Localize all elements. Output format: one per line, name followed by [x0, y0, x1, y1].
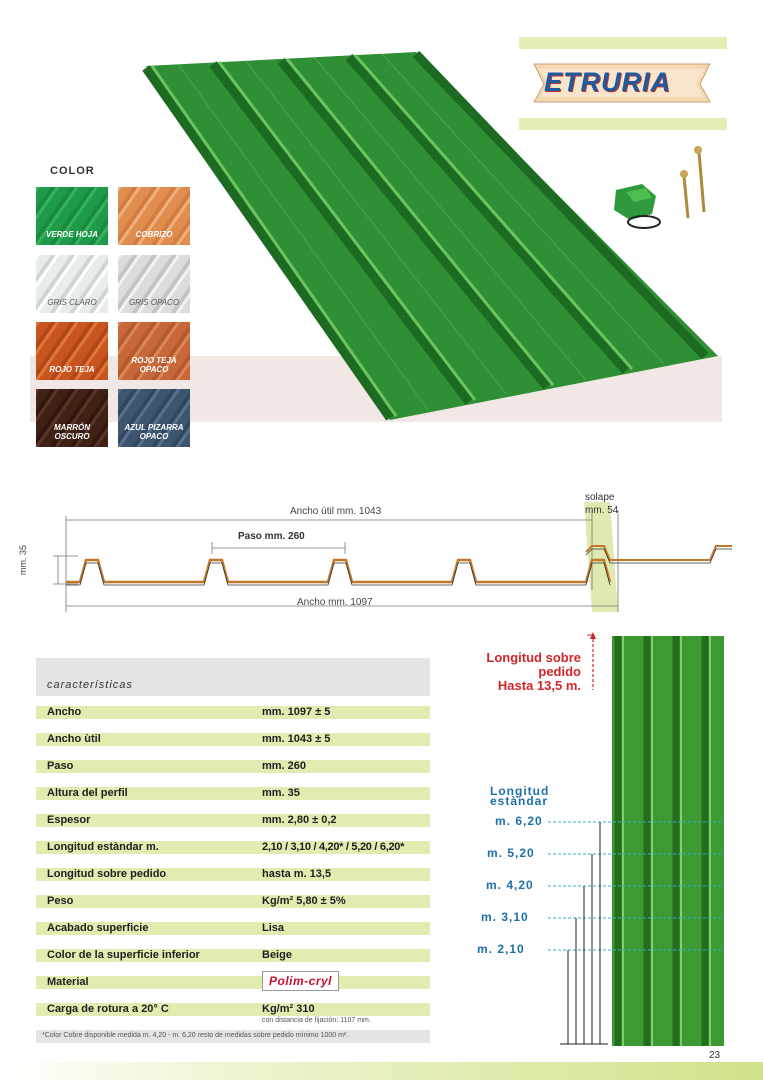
fixing-accessory-image: [608, 140, 718, 235]
length-value: m. 3,10: [481, 910, 529, 924]
swatch-azul-pizarra-opaco: [118, 389, 190, 447]
spec-key: Ancho ùtil: [47, 733, 101, 745]
footer-band: [0, 1062, 763, 1080]
ancho-label: Ancho mm. 1097: [297, 597, 373, 608]
spec-row: [36, 841, 430, 854]
profile-diagram: [20, 490, 750, 620]
spec-row: [36, 1003, 430, 1016]
spec-row: [36, 787, 430, 800]
swatch-label: ROJO TEJA OPACO: [131, 356, 177, 374]
spec-value: Lisa: [262, 922, 285, 934]
solape-value: mm. 54: [585, 505, 619, 516]
spec-value: mm. 260: [262, 760, 307, 772]
spec-value: Kg/m² 5,80 ± 5%: [262, 895, 346, 907]
spec-value: mm. 35: [262, 787, 300, 799]
spec-key: Longitud estàndar m.: [47, 841, 159, 853]
standard-line2: estàndar: [490, 794, 549, 808]
spec-key: Longitud sobre pedido: [47, 868, 167, 880]
specs-header: [36, 658, 430, 696]
swatch-rojo-teja-opaco: [118, 322, 190, 380]
specs-title: características: [47, 679, 133, 691]
material-logo: Polim-cryl: [262, 971, 339, 991]
spec-value: hasta m. 13,5: [262, 868, 332, 880]
swatch-label: GRIS CLARO: [47, 298, 97, 307]
solape-label: solape: [585, 492, 615, 503]
swatch-label: GRIS OPACO: [128, 298, 180, 307]
spec-key: Ancho: [47, 706, 82, 718]
spec-row: [36, 976, 430, 989]
pedido-line1: Longitud sobre: [486, 650, 581, 665]
paso-label: Paso mm. 260: [238, 531, 305, 542]
swatch-label: COBRIZO: [135, 230, 173, 239]
swatch-cobrizo: [118, 187, 190, 245]
spec-row: [36, 760, 430, 773]
spec-key: Espesor: [47, 814, 91, 826]
color-section-title: COLOR: [50, 165, 95, 177]
spec-value: mm. 1097 ± 5: [262, 706, 331, 718]
standard-line1: Longitud: [490, 784, 550, 798]
ancho-util-label: Ancho útil mm. 1043: [290, 506, 382, 517]
spec-row: [36, 949, 430, 962]
spec-row: [36, 733, 430, 746]
spec-key: Altura del perfil: [47, 787, 128, 799]
spec-key: Material: [47, 976, 89, 988]
length-value: m. 6,20: [495, 814, 543, 828]
spec-row: [36, 814, 430, 827]
length-value: m. 4,20: [486, 878, 534, 892]
swatch-label: ROJO TEJA: [49, 365, 95, 374]
spec-row: [36, 706, 430, 719]
spec-value: mm. 1043 ± 5: [262, 733, 331, 745]
pedido-line3: Hasta 13,5 m.: [497, 678, 581, 693]
swatch-marron-oscuro: [36, 389, 108, 447]
length-sheet-image: [548, 630, 728, 1050]
swatch-label: AZUL PIZARRA OPACO: [124, 423, 184, 441]
swatch-rojo-teja: [36, 322, 108, 380]
spec-key: Color de la superficie inferior: [47, 949, 200, 961]
spec-value: 2,10 / 3,10 / 4,20* / 5,20 / 6,20*: [262, 841, 405, 853]
swatch-label: VERDE HOJA: [45, 230, 98, 239]
spec-row: [36, 895, 430, 908]
spec-value: Beige: [262, 949, 292, 961]
swatch-label: MARRÓN OSCURO: [54, 423, 90, 441]
specs-footnote-bar: [36, 1030, 430, 1043]
specs-footnote: *Color Cobre disponible medida m. 4,20 - m. 6,20 resto de medidas sobre pedido mìnimo 1000 m².: [42, 1032, 349, 1039]
length-value: m. 2,10: [477, 942, 525, 956]
length-value: m. 5,20: [487, 846, 535, 860]
spec-row: [36, 868, 430, 881]
spec-key: Paso: [47, 760, 74, 772]
spec-key: Carga de rotura a 20° C: [47, 1003, 169, 1015]
spec-value: mm. 2,80 ± 0,2: [262, 814, 337, 826]
spec-row: [36, 922, 430, 935]
carga-note: con distancia de fijación: 1107 mm.: [262, 1017, 371, 1024]
spec-key: Peso: [47, 895, 74, 907]
pedido-line2: pedido: [538, 664, 581, 679]
page-number: 23: [709, 1050, 721, 1061]
swatch-gris-claro: [36, 255, 108, 313]
spec-value: Kg/m² 310: [262, 1003, 315, 1015]
swatch-verde-hoja: [36, 187, 108, 245]
altura-label: mm. 35: [18, 544, 28, 575]
swatch-gris-opaco: [118, 255, 190, 313]
brand-name: ETRURIA: [544, 67, 671, 97]
spec-key: Acabado superficie: [47, 922, 149, 934]
